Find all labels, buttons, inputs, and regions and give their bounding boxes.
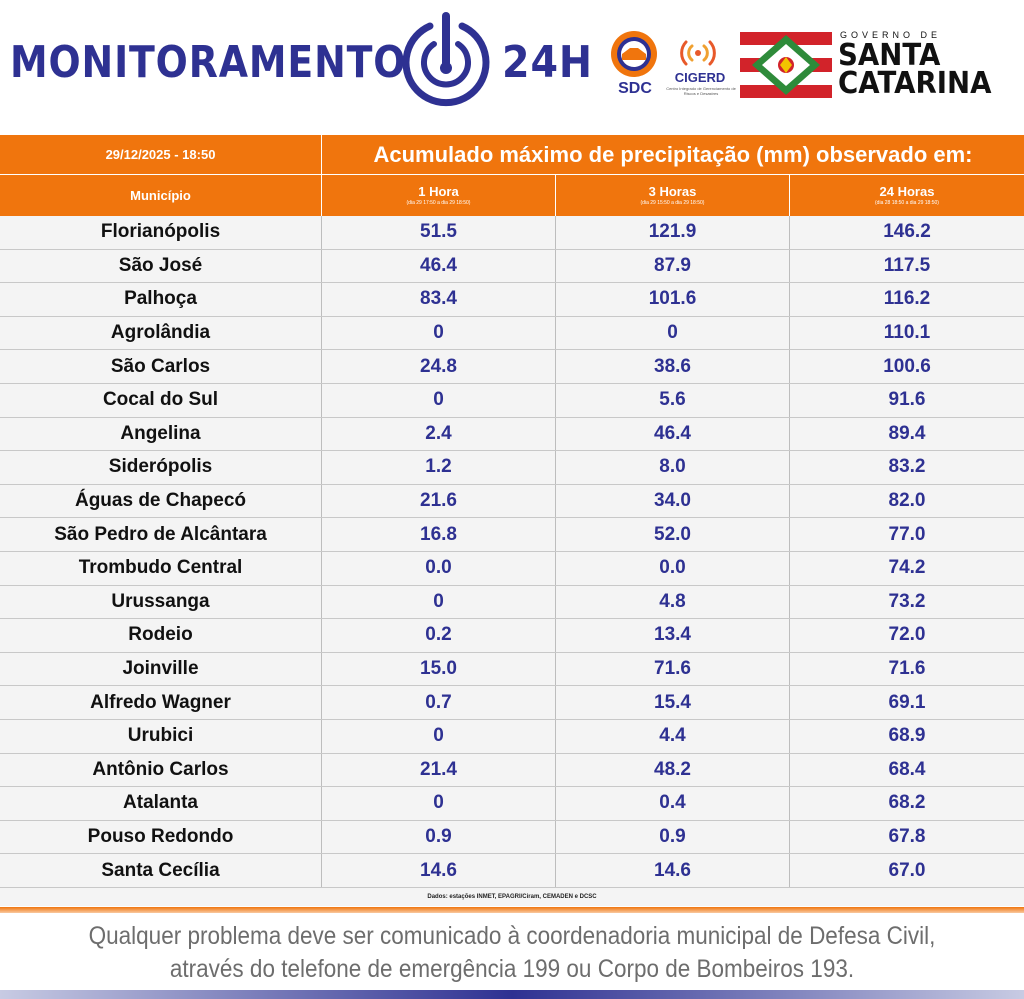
value-3h-cell: 15.4 [556,686,790,719]
municipio-cell: Agrolândia [0,317,322,350]
value-3h-cell: 52.0 [556,518,790,551]
value-1h-cell: 46.4 [322,250,556,283]
value-24h-cell: 100.6 [883,355,931,377]
municipio-cell: Palhoça [0,283,322,316]
municipio-cell: Joinville [0,653,322,686]
municipio-cell: São Pedro de Alcântara [0,518,322,551]
value-24h-cell: 68.9 [888,725,926,747]
value-1h-cell: 0 [322,317,556,350]
table-row [0,350,1024,384]
column-header-label: 24 Horas [879,184,935,199]
value-1h-cell: 0 [322,586,556,619]
table-row [0,317,1024,351]
value-24h-cell: 89.4 [888,422,926,444]
table-row [0,854,1024,888]
value-3h-cell: 0.0 [556,552,790,585]
value-1h-cell: 0 [322,787,556,820]
value-24h-cell: 73.2 [888,590,926,612]
column-header-period: (dia 29 17:50 a dia 29 18:50) [406,200,471,206]
value-3h-cell: 0 [556,317,790,350]
table-heading: Acumulado máximo de precipitação (mm) observado em: [373,141,973,167]
value-3h-cell: 48.2 [556,754,790,787]
value-1h-cell: 15.0 [322,653,556,686]
value-1h-cell: 1.2 [322,451,556,484]
table-row [0,686,1024,720]
table-row [0,821,1024,855]
table-row [0,283,1024,317]
governo-label: GOVERNO DE [840,30,942,40]
table-title-row [0,135,1024,175]
municipio-cell: São José [0,250,322,283]
value-3h-cell: 8.0 [556,451,790,484]
value-24h-cell: 71.6 [888,658,926,680]
municipio-cell: Urubici [0,720,322,753]
value-24h-cell: 69.1 [888,691,926,713]
value-1h-cell: 51.5 [322,216,556,249]
value-1h-cell: 0 [322,384,556,417]
municipio-cell: Alfredo Wagner [0,686,322,719]
table-row [0,250,1024,284]
data-source-note: Dados: estações INMET, EPAGRI/Ciram, CEMADEN e DCSC [0,888,1024,906]
value-1h-cell: 21.4 [322,754,556,787]
municipio-cell: Rodeio [0,619,322,652]
precipitation-table [0,135,1024,907]
table-row [0,653,1024,687]
municipio-cell: Siderópolis [0,451,322,484]
value-1h-cell: 0.9 [322,821,556,854]
table-row [0,720,1024,754]
value-1h-cell: 24.8 [322,350,556,383]
value-3h-cell: 101.6 [556,283,790,316]
santa-catarina-flag-icon [740,32,832,98]
brand-title-left: MONITORAMENTO [10,37,407,88]
value-24h-cell: 72.0 [888,624,926,646]
municipio-cell: Trombudo Central [0,552,322,585]
brand-title-right: 24H [502,37,593,88]
value-3h-cell: 0.4 [556,787,790,820]
sdc-label: SDC [618,80,652,97]
table-row [0,384,1024,418]
municipio-cell: Cocal do Sul [0,384,322,417]
value-3h-cell: 34.0 [556,485,790,518]
value-3h-cell: 4.4 [556,720,790,753]
value-3h-cell: 4.8 [556,586,790,619]
cigerd-label: CIGERD [674,70,726,85]
value-24h-cell: 68.4 [888,758,926,780]
municipio-cell: Florianópolis [0,216,322,249]
value-24h-cell: 110.1 [883,322,931,344]
table-row [0,619,1024,653]
value-3h-cell: 0.9 [556,821,790,854]
value-1h-cell: 0.7 [322,686,556,719]
value-24h-cell: 74.2 [888,557,926,579]
value-24h-cell: 77.0 [888,523,926,545]
column-header-1h [322,175,556,216]
column-header-3h [556,175,790,216]
value-1h-cell: 14.6 [322,854,556,887]
municipio-cell: Urussanga [0,586,322,619]
power-icon [396,10,496,114]
value-24h-cell: 116.2 [883,288,931,310]
value-24h-cell: 146.2 [883,221,931,243]
value-3h-cell: 5.6 [556,384,790,417]
footer-line-2: através do telefone de emergência 199 ou Corpo de Bombeiros 193. [169,955,855,983]
table-row [0,485,1024,519]
report-datetime: 29/12/2025 - 18:50 [0,135,322,174]
value-24h-cell: 117.5 [883,254,931,276]
header [0,0,1024,135]
value-3h-cell: 71.6 [556,653,790,686]
value-24h-cell: 91.6 [888,389,926,411]
value-3h-cell: 14.6 [556,854,790,887]
value-1h-cell: 83.4 [322,283,556,316]
value-3h-cell: 13.4 [556,619,790,652]
column-header-municipio [0,175,322,216]
value-24h-cell: 82.0 [888,490,926,512]
value-24h-cell: 67.0 [888,859,926,881]
table-row [0,552,1024,586]
column-header-period: (dia 29 15:50 a dia 29 18:50) [640,200,705,206]
column-header-label: 1 Hora [418,184,459,199]
value-1h-cell: 0 [322,720,556,753]
divider-line [0,907,1024,913]
value-3h-cell: 38.6 [556,350,790,383]
table-row [0,216,1024,250]
column-header-row [0,175,1024,216]
municipio-cell: Santa Cecília [0,854,322,887]
state-name-line2: CATARINA [838,66,992,101]
municipio-cell: Águas de Chapecó [0,485,322,518]
table-row [0,418,1024,452]
column-header-label: Município [130,188,191,203]
column-header-period: (dia 28 18:50 a dia 29 18:50) [875,200,939,206]
value-24h-cell: 68.2 [888,792,926,814]
value-24h-cell: 67.8 [888,826,926,848]
value-1h-cell: 2.4 [322,418,556,451]
value-24h-cell: 83.2 [888,456,926,478]
municipio-cell: Atalanta [0,787,322,820]
cigerd-logo-icon [676,34,720,74]
value-1h-cell: 21.6 [322,485,556,518]
footer-line-1: Qualquer problema deve ser comunicado à coordenadoria municipal de Defesa Civil, [88,922,936,950]
table-row [0,754,1024,788]
column-header-label: 3 Horas [648,184,697,199]
value-1h-cell: 0.0 [322,552,556,585]
municipio-cell: Angelina [0,418,322,451]
value-3h-cell: 46.4 [556,418,790,451]
column-header-24h [790,175,1024,216]
value-3h-cell: 121.9 [556,216,790,249]
state-name-line1: SANTA [838,38,941,73]
table-row [0,787,1024,821]
table-row [0,451,1024,485]
value-1h-cell: 0.2 [322,619,556,652]
value-3h-cell: 87.9 [556,250,790,283]
cigerd-subtitle: Centro Integrado de Gerenciamento de Riscos e Desastres [666,86,736,96]
bottom-bar [0,990,1024,999]
table-row [0,518,1024,552]
table-row [0,586,1024,620]
municipio-cell: São Carlos [0,350,322,383]
municipio-cell: Pouso Redondo [0,821,322,854]
value-1h-cell: 16.8 [322,518,556,551]
municipio-cell: Antônio Carlos [0,754,322,787]
